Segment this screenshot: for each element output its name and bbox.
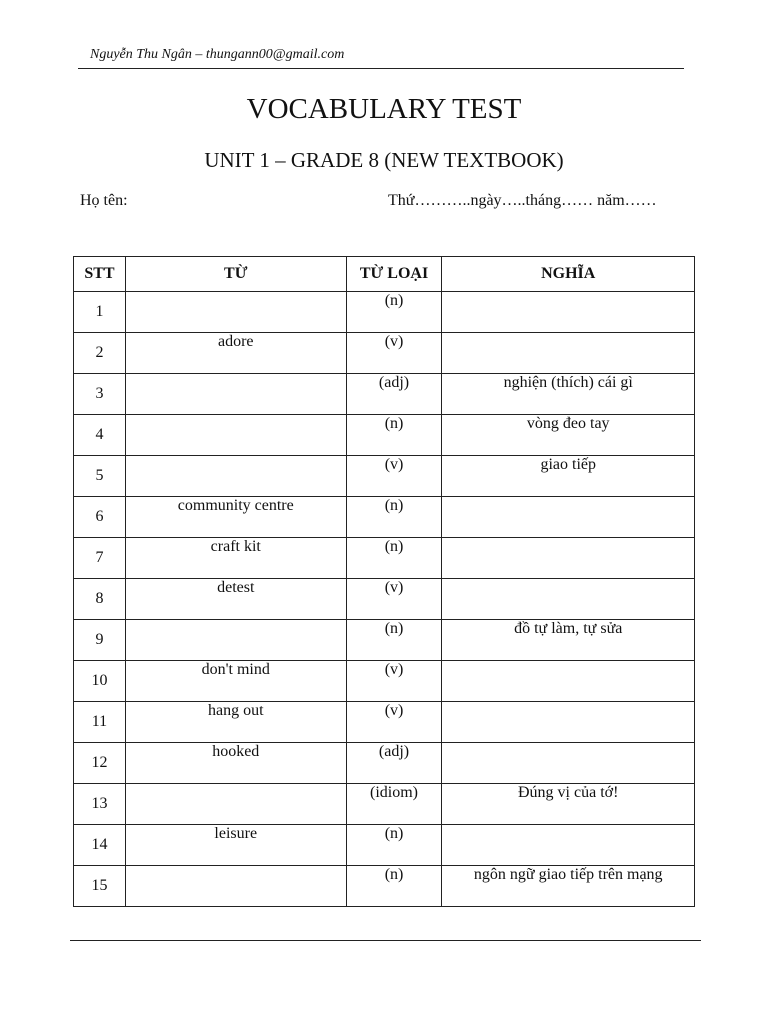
table-header-row [74,257,695,292]
table-row [74,333,695,374]
table-row [74,866,695,907]
page-subtitle: UNIT 1 – GRADE 8 (NEW TEXTBOOK) [204,148,564,172]
table-body [74,292,695,907]
meaning-cell: đồ tự làm, tự sửa [442,620,695,661]
vocabulary-table [73,256,695,907]
stt-cell: 14 [74,825,126,866]
table-row [74,702,695,743]
word-cell: craft kit [125,538,346,579]
meaning-cell: Đúng vị của tớ! [442,784,695,825]
word-type-cell: (idiom) [346,784,442,825]
word-type-cell: (adj) [346,743,442,784]
word-cell [125,866,346,907]
stt-cell: 11 [74,702,126,743]
page-header [78,46,684,69]
stt-cell: 4 [74,415,126,456]
stt-cell: 1 [74,292,126,333]
meaning-cell: vòng đeo tay [442,415,695,456]
stt-cell: 12 [74,743,126,784]
word-cell [125,374,346,415]
word-cell [125,456,346,497]
word-cell: don't mind [125,661,346,702]
meaning-cell [442,497,695,538]
stt-cell: 15 [74,866,126,907]
column-header-meaning: NGHĨA [442,257,695,292]
stt-cell: 10 [74,661,126,702]
meaning-cell [442,538,695,579]
stt-cell: 7 [74,538,126,579]
word-type-cell: (n) [346,825,442,866]
word-type-cell: (v) [346,702,442,743]
table-row [74,825,695,866]
table-row [74,374,695,415]
table-row [74,497,695,538]
meaning-cell [442,702,695,743]
word-type-cell: (v) [346,661,442,702]
stt-cell: 2 [74,333,126,374]
date-line: Thứ………..ngày…..tháng…… năm…… [388,192,657,209]
meaning-cell [442,292,695,333]
word-cell: hooked [125,743,346,784]
word-cell: detest [125,579,346,620]
meaning-cell [442,825,695,866]
meaning-cell: nghiện (thích) cái gì [442,374,695,415]
stt-cell: 9 [74,620,126,661]
word-type-cell: (n) [346,620,442,661]
word-cell [125,784,346,825]
table-row [74,743,695,784]
word-type-cell: (v) [346,579,442,620]
meaning-cell: giao tiếp [442,456,695,497]
word-cell [125,620,346,661]
word-cell: leisure [125,825,346,866]
word-type-cell: (adj) [346,374,442,415]
table-row [74,784,695,825]
word-type-cell: (n) [346,497,442,538]
meaning-cell: ngôn ngữ giao tiếp trên mạng [442,866,695,907]
column-header-word-type: TỪ LOẠI [346,257,442,292]
stt-cell: 13 [74,784,126,825]
word-cell [125,292,346,333]
word-cell [125,415,346,456]
name-label: Họ tên: [80,192,128,209]
footer-divider [70,940,701,941]
table-row [74,415,695,456]
table-row [74,292,695,333]
table-row [74,579,695,620]
table-row [74,456,695,497]
word-cell: adore [125,333,346,374]
stt-cell: 5 [74,456,126,497]
stt-cell: 6 [74,497,126,538]
meaning-cell [442,333,695,374]
word-type-cell: (n) [346,538,442,579]
table-row [74,538,695,579]
stt-cell: 3 [74,374,126,415]
column-header-word: TỪ [125,257,346,292]
word-type-cell: (n) [346,292,442,333]
stt-cell: 8 [74,579,126,620]
table-row [74,620,695,661]
meaning-cell [442,661,695,702]
word-cell: community centre [125,497,346,538]
column-header-stt: STT [74,257,126,292]
word-type-cell: (v) [346,333,442,374]
meaning-cell [442,579,695,620]
table-row [74,661,695,702]
word-type-cell: (n) [346,866,442,907]
author-line: Nguyễn Thu Ngân – thungann00@gmail.com [90,47,345,62]
word-cell: hang out [125,702,346,743]
word-type-cell: (n) [346,415,442,456]
word-type-cell: (v) [346,456,442,497]
meaning-cell [442,743,695,784]
page-title: VOCABULARY TEST [246,93,522,125]
